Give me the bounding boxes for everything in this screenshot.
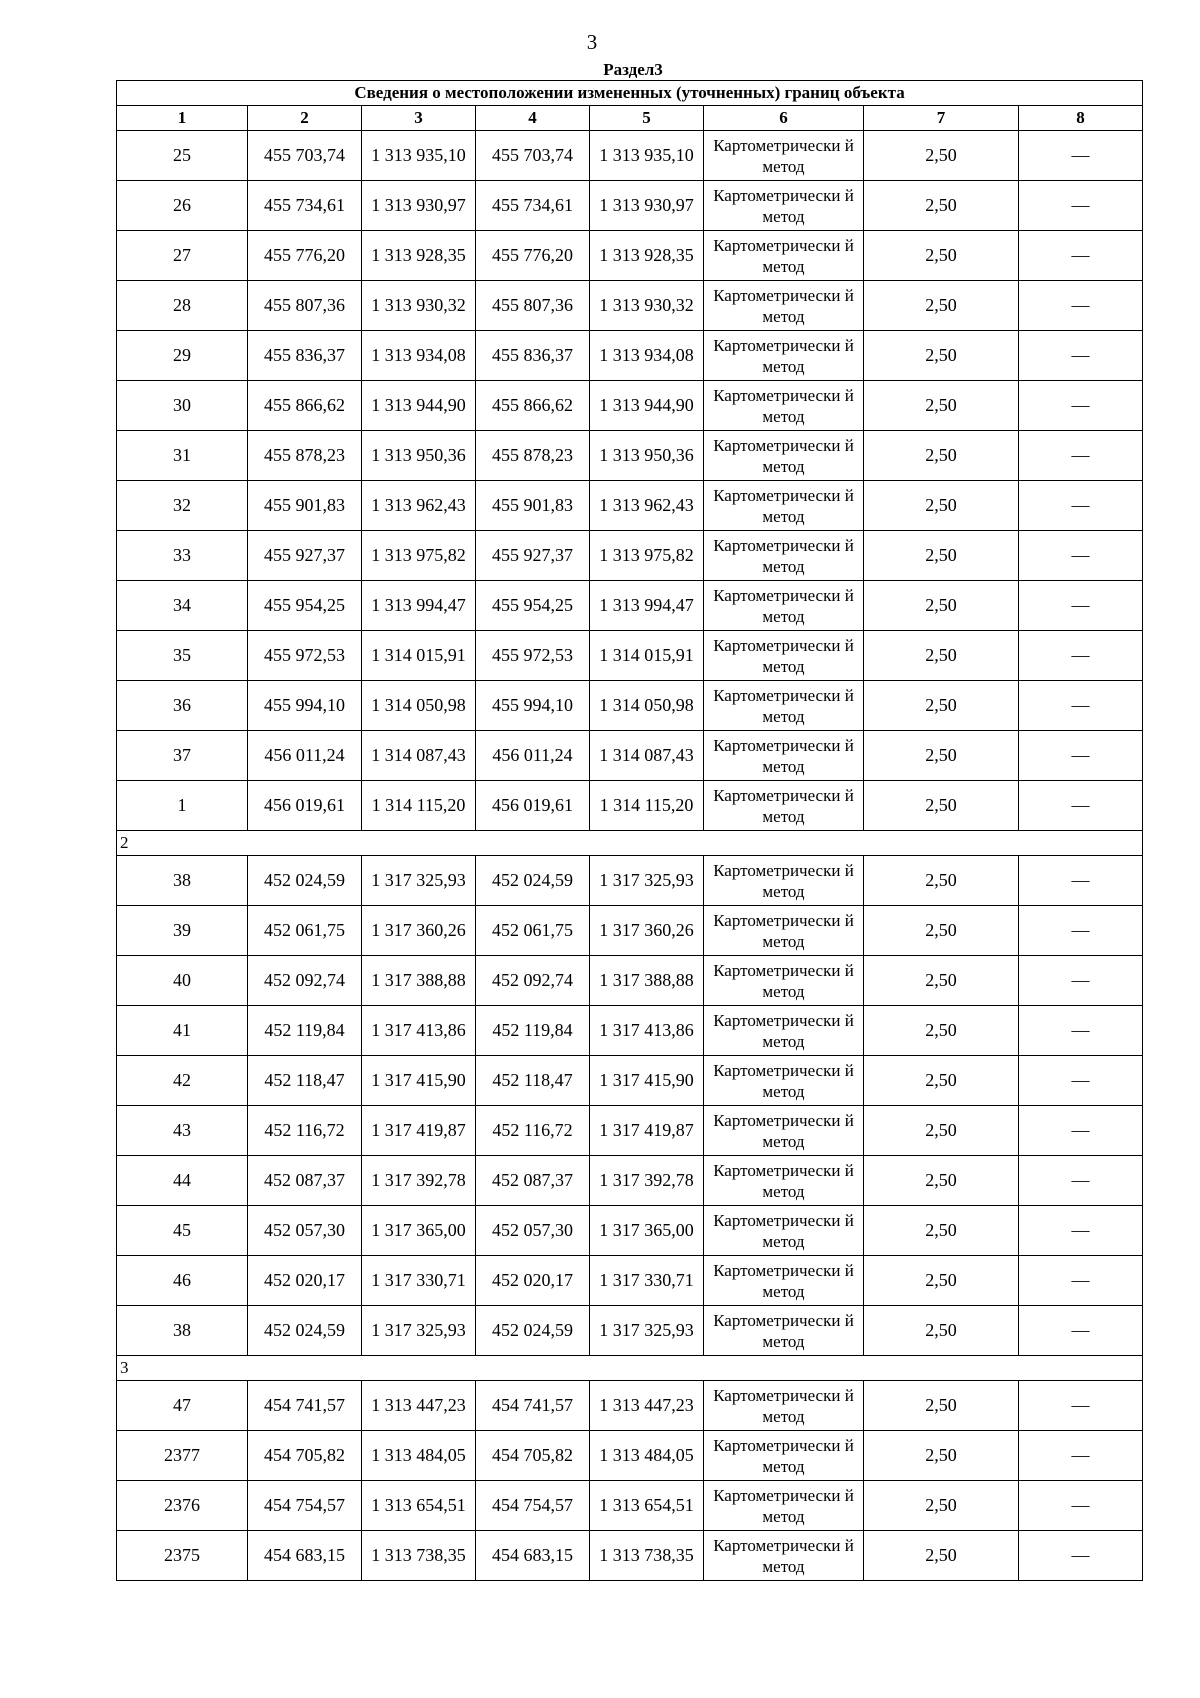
y-existing-cell: 1 313 975,82: [362, 531, 476, 581]
x-refined-cell: 452 118,47: [476, 1056, 590, 1106]
y-existing-cell: 1 313 935,10: [362, 131, 476, 181]
description-cell: —: [1019, 131, 1143, 181]
contour-number: 2: [117, 831, 1143, 856]
description-cell: —: [1019, 431, 1143, 481]
table-row: [117, 1006, 1143, 1056]
method-cell: Картометрически й метод: [704, 1156, 864, 1206]
y-refined-cell: 1 317 413,86: [590, 1006, 704, 1056]
x-existing-cell: 452 116,72: [248, 1106, 362, 1156]
point-number-cell: 37: [117, 731, 248, 781]
y-existing-cell: 1 314 050,98: [362, 681, 476, 731]
point-number-cell: 26: [117, 181, 248, 231]
description-cell: —: [1019, 1431, 1143, 1481]
accuracy-cell: 2,50: [864, 581, 1019, 631]
point-number-cell: 30: [117, 381, 248, 431]
method-cell: Картометрически й метод: [704, 281, 864, 331]
y-existing-cell: 1 313 738,35: [362, 1531, 476, 1581]
x-existing-cell: 454 754,57: [248, 1481, 362, 1531]
column-header: 2: [248, 106, 362, 131]
accuracy-cell: 2,50: [864, 1056, 1019, 1106]
x-refined-cell: 454 754,57: [476, 1481, 590, 1531]
y-refined-cell: 1 317 419,87: [590, 1106, 704, 1156]
accuracy-cell: 2,50: [864, 131, 1019, 181]
y-existing-cell: 1 313 928,35: [362, 231, 476, 281]
table-row: [117, 181, 1143, 231]
point-number-cell: 36: [117, 681, 248, 731]
description-cell: —: [1019, 331, 1143, 381]
y-existing-cell: 1 317 325,93: [362, 856, 476, 906]
table-row: [117, 856, 1143, 906]
x-existing-cell: 452 118,47: [248, 1056, 362, 1106]
x-existing-cell: 455 703,74: [248, 131, 362, 181]
accuracy-cell: 2,50: [864, 681, 1019, 731]
x-existing-cell: 455 836,37: [248, 331, 362, 381]
method-cell: Картометрически й метод: [704, 131, 864, 181]
y-existing-cell: 1 313 944,90: [362, 381, 476, 431]
method-cell: Картометрически й метод: [704, 956, 864, 1006]
point-number-cell: 2375: [117, 1531, 248, 1581]
method-cell: Картометрически й метод: [704, 1481, 864, 1531]
table-row: [117, 906, 1143, 956]
y-refined-cell: 1 314 050,98: [590, 681, 704, 731]
accuracy-cell: 2,50: [864, 1431, 1019, 1481]
contour-number: 3: [117, 1356, 1143, 1381]
y-existing-cell: 1 317 413,86: [362, 1006, 476, 1056]
y-existing-cell: 1 317 325,93: [362, 1306, 476, 1356]
accuracy-cell: 2,50: [864, 1206, 1019, 1256]
x-refined-cell: 452 024,59: [476, 1306, 590, 1356]
y-existing-cell: 1 313 934,08: [362, 331, 476, 381]
y-refined-cell: 1 314 115,20: [590, 781, 704, 831]
accuracy-cell: 2,50: [864, 231, 1019, 281]
method-cell: Картометрически й метод: [704, 681, 864, 731]
table-row: [117, 1306, 1143, 1356]
x-existing-cell: 454 705,82: [248, 1431, 362, 1481]
point-number-cell: 44: [117, 1156, 248, 1206]
x-refined-cell: 455 866,62: [476, 381, 590, 431]
description-cell: —: [1019, 1056, 1143, 1106]
description-cell: —: [1019, 581, 1143, 631]
table-row: [117, 1381, 1143, 1431]
description-cell: —: [1019, 181, 1143, 231]
table-row: [117, 1106, 1143, 1156]
y-refined-cell: 1 313 962,43: [590, 481, 704, 531]
x-refined-cell: 455 972,53: [476, 631, 590, 681]
x-existing-cell: 455 776,20: [248, 231, 362, 281]
x-existing-cell: 452 092,74: [248, 956, 362, 1006]
accuracy-cell: 2,50: [864, 1006, 1019, 1056]
y-refined-cell: 1 317 325,93: [590, 856, 704, 906]
accuracy-cell: 2,50: [864, 531, 1019, 581]
x-refined-cell: 452 020,17: [476, 1256, 590, 1306]
x-existing-cell: 455 866,62: [248, 381, 362, 431]
point-number-cell: 35: [117, 631, 248, 681]
description-cell: —: [1019, 1156, 1143, 1206]
x-existing-cell: 452 087,37: [248, 1156, 362, 1206]
y-existing-cell: 1 314 087,43: [362, 731, 476, 781]
description-cell: —: [1019, 381, 1143, 431]
y-existing-cell: 1 314 015,91: [362, 631, 476, 681]
y-existing-cell: 1 313 447,23: [362, 1381, 476, 1431]
x-refined-cell: 455 807,36: [476, 281, 590, 331]
y-refined-cell: 1 317 365,00: [590, 1206, 704, 1256]
x-refined-cell: 456 019,61: [476, 781, 590, 831]
description-cell: —: [1019, 481, 1143, 531]
y-refined-cell: 1 313 944,90: [590, 381, 704, 431]
y-refined-cell: 1 313 484,05: [590, 1431, 704, 1481]
x-refined-cell: 452 057,30: [476, 1206, 590, 1256]
x-existing-cell: 452 024,59: [248, 1306, 362, 1356]
x-refined-cell: 455 836,37: [476, 331, 590, 381]
x-existing-cell: 454 683,15: [248, 1531, 362, 1581]
column-header: 5: [590, 106, 704, 131]
accuracy-cell: 2,50: [864, 856, 1019, 906]
table-row: [117, 431, 1143, 481]
x-existing-cell: 452 024,59: [248, 856, 362, 906]
table-row: [117, 231, 1143, 281]
point-number-cell: 1: [117, 781, 248, 831]
accuracy-cell: 2,50: [864, 381, 1019, 431]
table-row: [117, 1431, 1143, 1481]
y-existing-cell: 1 313 950,36: [362, 431, 476, 481]
accuracy-cell: 2,50: [864, 731, 1019, 781]
x-refined-cell: 455 878,23: [476, 431, 590, 481]
x-refined-cell: 454 741,57: [476, 1381, 590, 1431]
y-refined-cell: 1 313 975,82: [590, 531, 704, 581]
y-refined-cell: 1 313 654,51: [590, 1481, 704, 1531]
y-existing-cell: 1 313 930,97: [362, 181, 476, 231]
x-refined-cell: 456 011,24: [476, 731, 590, 781]
x-existing-cell: 452 057,30: [248, 1206, 362, 1256]
x-refined-cell: 454 705,82: [476, 1431, 590, 1481]
accuracy-cell: 2,50: [864, 181, 1019, 231]
method-cell: Картометрически й метод: [704, 631, 864, 681]
x-existing-cell: 455 901,83: [248, 481, 362, 531]
table-row: [117, 331, 1143, 381]
y-refined-cell: 1 314 015,91: [590, 631, 704, 681]
accuracy-cell: 2,50: [864, 1531, 1019, 1581]
column-header: 1: [117, 106, 248, 131]
description-cell: —: [1019, 1531, 1143, 1581]
accuracy-cell: 2,50: [864, 1256, 1019, 1306]
table-row: [117, 1056, 1143, 1106]
x-existing-cell: 456 011,24: [248, 731, 362, 781]
y-refined-cell: 1 317 415,90: [590, 1056, 704, 1106]
x-refined-cell: 455 703,74: [476, 131, 590, 181]
x-existing-cell: 452 061,75: [248, 906, 362, 956]
y-existing-cell: 1 317 330,71: [362, 1256, 476, 1306]
x-refined-cell: 455 927,37: [476, 531, 590, 581]
y-existing-cell: 1 317 360,26: [362, 906, 476, 956]
point-number-cell: 42: [117, 1056, 248, 1106]
method-cell: Картометрически й метод: [704, 431, 864, 481]
x-existing-cell: 456 019,61: [248, 781, 362, 831]
table-row: [117, 481, 1143, 531]
x-refined-cell: 455 776,20: [476, 231, 590, 281]
table-row: [117, 1531, 1143, 1581]
method-cell: Картометрически й метод: [704, 481, 864, 531]
method-cell: Картометрически й метод: [704, 1006, 864, 1056]
x-existing-cell: 455 954,25: [248, 581, 362, 631]
accuracy-cell: 2,50: [864, 631, 1019, 681]
table-row: [117, 1481, 1143, 1531]
x-refined-cell: 455 954,25: [476, 581, 590, 631]
x-refined-cell: 454 683,15: [476, 1531, 590, 1581]
description-cell: —: [1019, 231, 1143, 281]
table-row: [117, 631, 1143, 681]
accuracy-cell: 2,50: [864, 1306, 1019, 1356]
y-refined-cell: 1 313 935,10: [590, 131, 704, 181]
accuracy-cell: 2,50: [864, 1156, 1019, 1206]
point-number-cell: 34: [117, 581, 248, 631]
description-cell: —: [1019, 281, 1143, 331]
y-refined-cell: 1 317 388,88: [590, 956, 704, 1006]
y-refined-cell: 1 313 994,47: [590, 581, 704, 631]
y-existing-cell: 1 313 994,47: [362, 581, 476, 631]
x-existing-cell: 455 734,61: [248, 181, 362, 231]
point-number-cell: 27: [117, 231, 248, 281]
table-row: [117, 581, 1143, 631]
accuracy-cell: 2,50: [864, 431, 1019, 481]
x-existing-cell: 454 741,57: [248, 1381, 362, 1431]
point-number-cell: 2377: [117, 1431, 248, 1481]
accuracy-cell: 2,50: [864, 331, 1019, 381]
point-number-cell: 41: [117, 1006, 248, 1056]
description-cell: —: [1019, 1306, 1143, 1356]
point-number-cell: 29: [117, 331, 248, 381]
section-title: Раздел3: [603, 60, 663, 79]
column-header: 8: [1019, 106, 1143, 131]
method-cell: Картометрически й метод: [704, 1206, 864, 1256]
y-refined-cell: 1 317 392,78: [590, 1156, 704, 1206]
method-cell: Картометрически й метод: [704, 1256, 864, 1306]
method-cell: Картометрически й метод: [704, 231, 864, 281]
x-existing-cell: 455 807,36: [248, 281, 362, 331]
point-number-cell: 40: [117, 956, 248, 1006]
accuracy-cell: 2,50: [864, 1106, 1019, 1156]
x-refined-cell: 455 994,10: [476, 681, 590, 731]
y-existing-cell: 1 313 654,51: [362, 1481, 476, 1531]
x-existing-cell: 455 972,53: [248, 631, 362, 681]
point-number-cell: 31: [117, 431, 248, 481]
description-cell: —: [1019, 1256, 1143, 1306]
description-cell: —: [1019, 1206, 1143, 1256]
table-row: [117, 1206, 1143, 1256]
table-row: [117, 731, 1143, 781]
y-refined-cell: 1 317 360,26: [590, 906, 704, 956]
y-refined-cell: 1 317 325,93: [590, 1306, 704, 1356]
point-number-cell: 33: [117, 531, 248, 581]
column-header: 3: [362, 106, 476, 131]
accuracy-cell: 2,50: [864, 956, 1019, 1006]
point-number-cell: 38: [117, 1306, 248, 1356]
accuracy-cell: 2,50: [864, 781, 1019, 831]
description-cell: —: [1019, 631, 1143, 681]
description-cell: —: [1019, 856, 1143, 906]
boundary-coordinates-table: [116, 80, 1143, 1581]
method-cell: Картометрически й метод: [704, 781, 864, 831]
contour-group-row: [117, 1356, 1143, 1381]
contour-group-row: [117, 831, 1143, 856]
description-cell: —: [1019, 906, 1143, 956]
method-cell: Картометрически й метод: [704, 1431, 864, 1481]
x-refined-cell: 452 116,72: [476, 1106, 590, 1156]
y-refined-cell: 1 317 330,71: [590, 1256, 704, 1306]
description-cell: —: [1019, 1006, 1143, 1056]
point-number-cell: 2376: [117, 1481, 248, 1531]
table-row: [117, 781, 1143, 831]
method-cell: Картометрически й метод: [704, 331, 864, 381]
x-refined-cell: 455 734,61: [476, 181, 590, 231]
description-cell: —: [1019, 731, 1143, 781]
point-number-cell: 47: [117, 1381, 248, 1431]
description-cell: —: [1019, 1381, 1143, 1431]
description-cell: —: [1019, 1481, 1143, 1531]
table-row: [117, 381, 1143, 431]
point-number-cell: 32: [117, 481, 248, 531]
point-number-cell: 25: [117, 131, 248, 181]
x-existing-cell: 452 020,17: [248, 1256, 362, 1306]
accuracy-cell: 2,50: [864, 1481, 1019, 1531]
y-existing-cell: 1 314 115,20: [362, 781, 476, 831]
y-existing-cell: 1 313 930,32: [362, 281, 476, 331]
table-row: [117, 131, 1143, 181]
y-existing-cell: 1 317 365,00: [362, 1206, 476, 1256]
table-row: [117, 956, 1143, 1006]
y-existing-cell: 1 313 962,43: [362, 481, 476, 531]
point-number-cell: 28: [117, 281, 248, 331]
x-existing-cell: 452 119,84: [248, 1006, 362, 1056]
method-cell: Картометрически й метод: [704, 1056, 864, 1106]
method-cell: Картометрически й метод: [704, 1531, 864, 1581]
accuracy-cell: 2,50: [864, 906, 1019, 956]
y-existing-cell: 1 317 415,90: [362, 1056, 476, 1106]
table-caption: Сведения о местоположении измененных (уточненных) границ объекта: [117, 81, 1143, 106]
point-number-cell: 43: [117, 1106, 248, 1156]
table-row: [117, 681, 1143, 731]
x-refined-cell: 452 087,37: [476, 1156, 590, 1206]
x-refined-cell: 455 901,83: [476, 481, 590, 531]
description-cell: —: [1019, 956, 1143, 1006]
description-cell: —: [1019, 531, 1143, 581]
x-refined-cell: 452 024,59: [476, 856, 590, 906]
description-cell: —: [1019, 781, 1143, 831]
table-row: [117, 531, 1143, 581]
y-existing-cell: 1 317 388,88: [362, 956, 476, 1006]
column-header: 6: [704, 106, 864, 131]
y-refined-cell: 1 313 447,23: [590, 1381, 704, 1431]
y-existing-cell: 1 317 419,87: [362, 1106, 476, 1156]
x-existing-cell: 455 927,37: [248, 531, 362, 581]
column-header: 4: [476, 106, 590, 131]
accuracy-cell: 2,50: [864, 1381, 1019, 1431]
point-number-cell: 45: [117, 1206, 248, 1256]
table-header-row: [117, 106, 1143, 131]
y-refined-cell: 1 313 738,35: [590, 1531, 704, 1581]
table-caption-row: [117, 81, 1143, 106]
method-cell: Картометрически й метод: [704, 381, 864, 431]
method-cell: Картометрически й метод: [704, 731, 864, 781]
method-cell: Картометрически й метод: [704, 906, 864, 956]
x-refined-cell: 452 092,74: [476, 956, 590, 1006]
y-refined-cell: 1 313 934,08: [590, 331, 704, 381]
point-number-cell: 46: [117, 1256, 248, 1306]
x-refined-cell: 452 119,84: [476, 1006, 590, 1056]
y-refined-cell: 1 314 087,43: [590, 731, 704, 781]
method-cell: Картометрически й метод: [704, 1306, 864, 1356]
x-existing-cell: 455 994,10: [248, 681, 362, 731]
y-refined-cell: 1 313 930,32: [590, 281, 704, 331]
method-cell: Картометрически й метод: [704, 856, 864, 906]
method-cell: Картометрически й метод: [704, 581, 864, 631]
table-row: [117, 1256, 1143, 1306]
table-row: [117, 1156, 1143, 1206]
description-cell: —: [1019, 1106, 1143, 1156]
accuracy-cell: 2,50: [864, 281, 1019, 331]
description-cell: —: [1019, 681, 1143, 731]
table-row: [117, 281, 1143, 331]
y-existing-cell: 1 313 484,05: [362, 1431, 476, 1481]
x-existing-cell: 455 878,23: [248, 431, 362, 481]
accuracy-cell: 2,50: [864, 481, 1019, 531]
column-header: 7: [864, 106, 1019, 131]
y-refined-cell: 1 313 930,97: [590, 181, 704, 231]
page-number: 3: [586, 30, 598, 54]
x-refined-cell: 452 061,75: [476, 906, 590, 956]
method-cell: Картометрически й метод: [704, 531, 864, 581]
point-number-cell: 39: [117, 906, 248, 956]
y-refined-cell: 1 313 928,35: [590, 231, 704, 281]
y-existing-cell: 1 317 392,78: [362, 1156, 476, 1206]
method-cell: Картометрически й метод: [704, 181, 864, 231]
y-refined-cell: 1 313 950,36: [590, 431, 704, 481]
method-cell: Картометрически й метод: [704, 1106, 864, 1156]
point-number-cell: 38: [117, 856, 248, 906]
method-cell: Картометрически й метод: [704, 1381, 864, 1431]
